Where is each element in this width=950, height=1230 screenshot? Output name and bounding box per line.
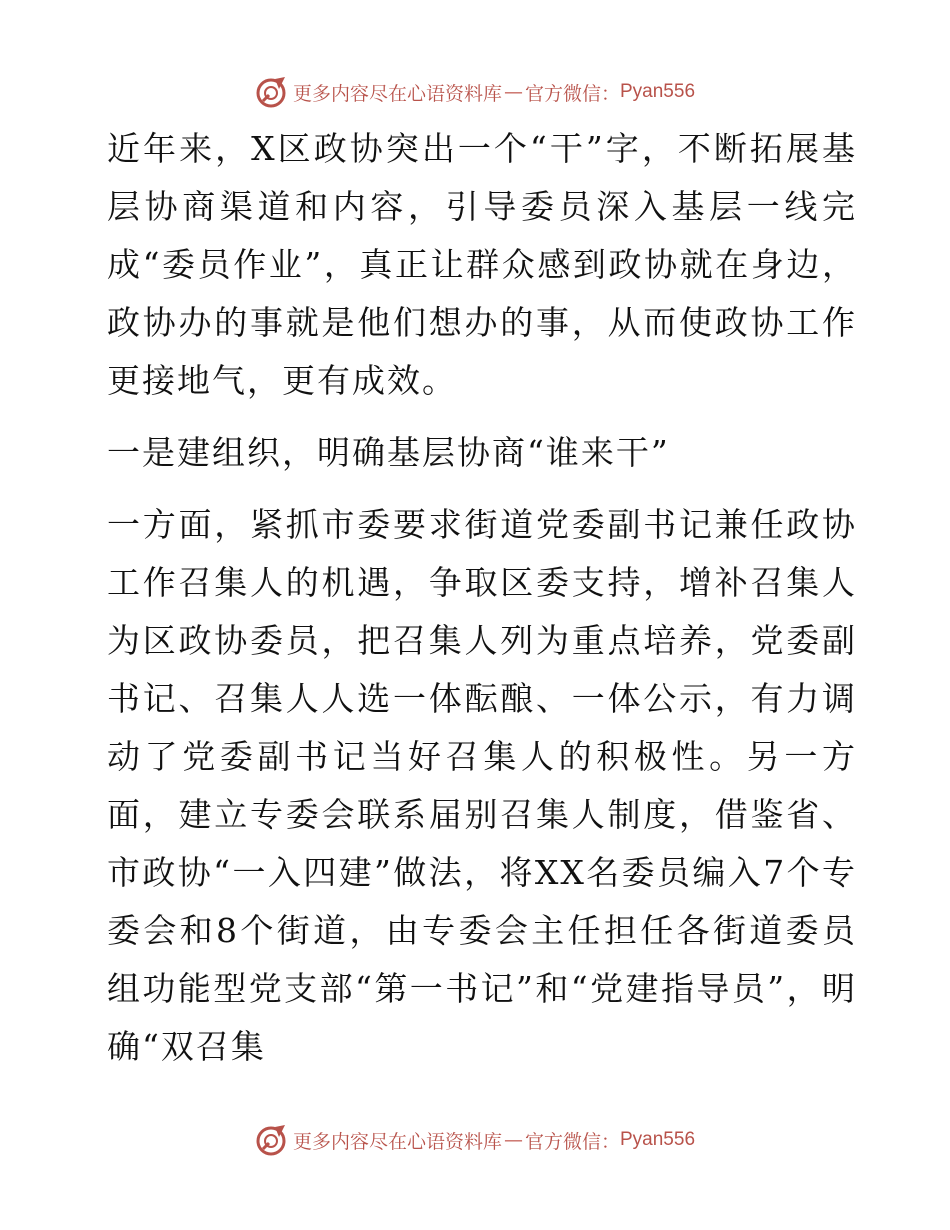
banner-wechat-id: Pyan556 bbox=[620, 81, 696, 102]
brand-logo-icon bbox=[255, 1123, 289, 1157]
section-heading-1: 一是建组织，明确基层协商“谁来干” bbox=[107, 433, 670, 472]
banner-wechat-id: Pyan556 bbox=[620, 1129, 696, 1150]
banner-separator: — bbox=[503, 81, 523, 103]
brand-logo-icon bbox=[255, 75, 289, 109]
document-body bbox=[97, 120, 857, 1076]
banner-separator: — bbox=[503, 1129, 523, 1151]
banner-wechat-label: 官方微信： bbox=[524, 82, 620, 105]
footer-banner bbox=[0, 1120, 950, 1160]
paragraph-intro: 近年来，X区政协突出一个“干”字，不断拓展基层协商渠道和内容，引导委员深入基层一线完成“委员作业”，真正让群众感到政协就在身边，政协办的事就是他们想办的事，从而使政协工作更接地气，更有成效。 bbox=[107, 129, 857, 400]
paragraph-section-1: 一方面，紧抓市委要求街道党委副书记兼任政协工作召集人的机遇，争取区委支持，增补召集人为区政协委员，把召集人列为重点培养，党委副书记、召集人人选一体酝酿、一体公示，有力调动了党委副书记当好召集人的积极性。另一方面，建立专委会联系届别召集人制度，借鉴省、市政协“一入四建”做法，将XX名委员编入7个专委会和8个街道，由专委会主任担任各街道委员组功能型党支部“第一书记”和“党建指导员”，明确“双召集 bbox=[107, 505, 857, 1066]
header-banner bbox=[0, 72, 950, 112]
banner-text: 更多内容尽在心语资料库 bbox=[292, 1130, 502, 1153]
banner-text: 更多内容尽在心语资料库 bbox=[292, 82, 502, 105]
banner-wechat-label: 官方微信： bbox=[524, 1130, 620, 1153]
